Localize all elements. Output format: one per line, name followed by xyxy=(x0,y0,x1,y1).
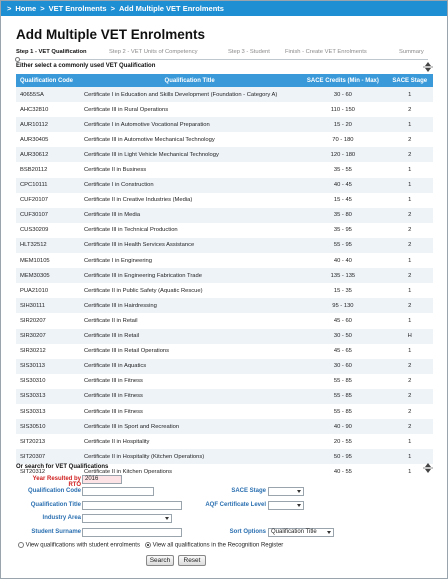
sace-credits-cell: 45 - 65 xyxy=(333,348,352,355)
sace-credits-cell: 40 - 90 xyxy=(333,423,352,430)
breadcrumb xyxy=(1,1,447,16)
radio-all-qualifications-label[interactable]: View all qualifications in the Recognition Register xyxy=(152,542,284,549)
table-row[interactable] xyxy=(16,374,433,389)
search-section-label: Or search for VET Qualifications xyxy=(16,464,109,470)
sace-credits-cell: 120 - 180 xyxy=(330,151,356,158)
qualification-title-cell: Certificate I in Automotive Vocational Preparation xyxy=(84,121,210,128)
sace-credits-cell: 35 - 80 xyxy=(333,212,352,219)
qualification-title-cell: Certificate I in Construction xyxy=(84,182,154,189)
qualification-code-cell: CUS30209 xyxy=(20,227,49,234)
qualification-title-label: Qualification Title xyxy=(30,502,81,508)
chevron-down-icon xyxy=(297,490,301,493)
col-header-credits: SACE Credits (Min - Max) xyxy=(306,77,379,84)
table-row[interactable] xyxy=(16,434,433,449)
qualification-code-cell: SIH30111 xyxy=(20,302,45,309)
qualification-title-cell: Certificate III in Light Vehicle Mechanical Technology xyxy=(84,151,219,158)
table-row[interactable] xyxy=(16,208,433,223)
step-progress-line xyxy=(16,59,428,60)
qualification-title-cell: Certificate III in Media xyxy=(84,212,141,219)
aqf-level-label: AQF Certificate Level xyxy=(205,502,266,508)
breadcrumb-home-link[interactable]: Home xyxy=(15,4,37,13)
sace-stage-cell: 2 xyxy=(408,302,412,309)
sace-stage-cell: 2 xyxy=(408,378,412,385)
sace-stage-cell: 1 xyxy=(408,257,412,264)
search-heading xyxy=(16,464,433,474)
common-qualifications-heading xyxy=(16,63,433,73)
table-row[interactable] xyxy=(16,238,433,253)
sace-stage-cell: 2 xyxy=(408,242,412,249)
qualification-title-cell: Certificate I in Engineering xyxy=(84,257,152,264)
step-3: Step 3 - Student xyxy=(228,49,270,55)
reset-button[interactable]: Reset xyxy=(178,555,206,566)
table-row[interactable] xyxy=(16,313,433,328)
sace-credits-cell: 70 - 180 xyxy=(332,136,354,143)
sace-stage-label: SACE Stage xyxy=(231,488,266,494)
qualification-title-cell: Certificate II in Retail xyxy=(84,317,138,324)
breadcrumb-current: Add Multiple VET Enrolments xyxy=(118,4,224,13)
sace-stage-cell: 1 xyxy=(408,317,412,324)
qualification-code-cell: AUR30612 xyxy=(20,151,49,158)
table-row[interactable] xyxy=(16,268,433,283)
qualification-title-cell: Certificate III in Technical Production xyxy=(84,227,178,234)
qualification-code-cell: SIT20312 xyxy=(20,468,46,475)
table-row[interactable] xyxy=(16,329,433,344)
chevron-right-icon: > xyxy=(7,4,12,13)
qualification-code-cell: SIR20207 xyxy=(20,317,46,324)
page-title: Add Multiple VET Enrolments xyxy=(16,27,206,42)
search-section xyxy=(16,464,433,574)
search-button[interactable]: Search xyxy=(146,555,174,566)
sace-stage-cell: 1 xyxy=(408,438,412,445)
table-row[interactable] xyxy=(16,389,433,404)
qualifications-table-body xyxy=(16,87,433,479)
qualification-title-cell: Certificate III in Aquatics xyxy=(84,363,147,370)
qualification-title-cell: Certificate III in Retail Operations xyxy=(84,348,170,355)
qualification-title-cell: Certificate III in Hairdressing xyxy=(84,302,157,309)
table-row[interactable] xyxy=(16,404,433,419)
collapse-toggle-icon[interactable] xyxy=(423,61,433,73)
qualification-title-cell: Certificate II in Public Safety (Aquatic Rescue) xyxy=(84,287,203,294)
sace-credits-cell: 15 - 45 xyxy=(333,197,352,204)
sace-stage-cell: 2 xyxy=(408,423,412,430)
qualification-code-cell: AHC32810 xyxy=(20,106,49,113)
chevron-right-icon: > xyxy=(110,4,115,13)
sace-stage-cell: 1 xyxy=(408,182,412,189)
qualification-code-cell: SIS30313 xyxy=(20,408,46,415)
qualification-title-cell: Certificate III in Health Services Assistance xyxy=(84,242,195,249)
qualification-code-cell: SIR30207 xyxy=(20,333,46,340)
qualification-code-cell: SIT20307 xyxy=(20,453,46,460)
sace-stage-cell: 2 xyxy=(408,212,412,219)
qualification-code-label: Qualification Code xyxy=(27,488,81,494)
qualification-title-cell: Certificate II in Hospitality xyxy=(84,438,150,445)
qualification-code-cell: SIS30113 xyxy=(20,363,46,370)
collapse-toggle-icon[interactable] xyxy=(423,462,433,474)
chevron-down-icon xyxy=(297,504,301,507)
sace-stage-cell: 2 xyxy=(408,151,412,158)
sace-credits-cell: 55 - 85 xyxy=(333,378,352,385)
qualification-title-cell: Certificate II in Business xyxy=(84,167,147,174)
sace-credits-cell: 35 - 95 xyxy=(333,227,352,234)
qualification-code-cell: SIR30212 xyxy=(20,348,46,355)
sace-stage-cell: 1 xyxy=(408,468,412,475)
qualification-title-cell: Certificate II in Kitchen Operations xyxy=(84,468,172,475)
table-row[interactable] xyxy=(16,102,433,117)
qualification-code-cell: PUA21010 xyxy=(20,287,49,294)
aqf-level-select[interactable] xyxy=(268,501,304,510)
sace-stage-cell: 1 xyxy=(408,197,412,204)
qualification-code-cell: SIS30510 xyxy=(20,423,46,430)
qualification-code-cell: AUR10112 xyxy=(20,121,48,128)
sace-stage-cell: 2 xyxy=(408,227,412,234)
industry-area-label: Industry Area xyxy=(42,515,81,521)
breadcrumb-vet-enrolments-link[interactable]: VET Enrolments xyxy=(48,4,107,13)
table-row[interactable] xyxy=(16,419,433,434)
sace-credits-cell: 135 - 135 xyxy=(330,272,356,279)
sace-stage-cell: H xyxy=(407,333,412,340)
table-row[interactable] xyxy=(16,193,433,208)
radio-with-enrolments-label[interactable]: View qualifications with student enrolments xyxy=(25,542,140,549)
step-1: Step 1 - VET Qualification xyxy=(16,49,87,55)
common-qualifications-label: Either select a commonly used VET Qualification xyxy=(16,63,156,69)
qualification-code-cell: CUF20107 xyxy=(20,197,49,204)
qualifications-table xyxy=(16,74,433,479)
sace-credits-cell: 15 - 20 xyxy=(333,121,352,128)
sace-stage-cell: 1 xyxy=(408,287,412,294)
table-row[interactable] xyxy=(16,449,433,464)
qualification-code-cell: BSB20112 xyxy=(20,167,48,174)
qualification-code-cell: SIT20213 xyxy=(20,438,46,445)
student-surname-input[interactable] xyxy=(82,528,182,537)
sace-credits-cell: 40 - 55 xyxy=(333,468,352,475)
qualification-code-cell: SIS30313 xyxy=(20,393,46,400)
col-header-code: Qualification Code xyxy=(20,77,74,84)
qualification-code-cell: HLT32512 xyxy=(20,242,47,249)
sace-credits-cell: 110 - 150 xyxy=(330,106,355,113)
step-finish: Finish - Create VET Enrolments xyxy=(285,49,367,55)
qualification-title-cell: Certificate III in Retail xyxy=(84,333,140,340)
sort-options-value: Qualification Title xyxy=(271,529,317,535)
table-row[interactable] xyxy=(16,344,433,359)
table-row[interactable] xyxy=(16,359,433,374)
sace-stage-cell: 2 xyxy=(408,363,412,370)
sace-stage-cell: 2 xyxy=(408,408,412,415)
sace-credits-cell: 55 - 95 xyxy=(333,242,352,249)
qualification-title-cell: Certificate III in Rural Operations xyxy=(84,106,169,113)
table-row[interactable] xyxy=(16,162,433,177)
radio-all-qualifications[interactable] xyxy=(145,542,151,548)
qualification-title-cell: Certificate III in Fitness xyxy=(84,408,143,415)
qualification-code-cell: CPC10111 xyxy=(20,182,48,189)
qualification-code-cell: CUF30107 xyxy=(20,212,49,219)
table-row[interactable] xyxy=(16,178,433,193)
industry-area-select[interactable] xyxy=(82,514,172,523)
sace-credits-cell: 30 - 60 xyxy=(333,363,352,370)
qualification-title-cell: Certificate III in Automotive Mechanical Technology xyxy=(84,136,215,143)
qualification-code-cell: 40655SA xyxy=(20,91,44,98)
table-row[interactable] xyxy=(16,283,433,298)
sace-credits-cell: 95 - 130 xyxy=(332,302,354,309)
year-resulted-input[interactable]: 2016 xyxy=(82,475,122,484)
step-summary: Summary xyxy=(399,49,424,55)
sace-credits-cell: 55 - 85 xyxy=(333,393,352,400)
chevron-right-icon: > xyxy=(40,4,45,13)
sace-credits-cell: 45 - 60 xyxy=(333,317,352,324)
view-options-radio-group xyxy=(18,542,283,549)
step-progress-marker xyxy=(15,57,20,62)
sort-options-select[interactable] xyxy=(268,528,334,537)
table-row[interactable] xyxy=(16,117,433,132)
sace-stage-cell: 2 xyxy=(408,272,412,279)
sace-stage-cell: 2 xyxy=(408,393,412,400)
sace-stage-select[interactable] xyxy=(268,487,304,496)
sace-stage-cell: 1 xyxy=(408,167,412,174)
qualification-title-cell: Certificate III in Fitness xyxy=(84,378,143,385)
table-row[interactable] xyxy=(16,147,433,162)
sace-credits-cell: 50 - 95 xyxy=(333,453,352,460)
table-row[interactable] xyxy=(16,132,433,147)
col-header-title: Qualification Title xyxy=(164,77,215,84)
chevron-down-icon xyxy=(165,517,169,520)
qualification-code-cell: MEM30305 xyxy=(20,272,50,279)
sace-stage-cell: 1 xyxy=(408,348,412,355)
table-header-row xyxy=(16,74,433,87)
year-resulted-label: Year Resulted by RTO xyxy=(32,476,81,488)
sace-credits-cell: 30 - 60 xyxy=(333,91,352,98)
qualification-title-cell: Certificate I in Education and Skills Development (Foundation - Category A) xyxy=(84,91,278,98)
table-row[interactable] xyxy=(16,298,433,313)
student-surname-label: Student Surname xyxy=(31,529,81,535)
step-2: Step 2 - VET Units of Competency xyxy=(109,49,198,55)
table-row[interactable] xyxy=(16,223,433,238)
qualification-title-cell: Certificate II in Hospitality (Kitchen Operations) xyxy=(84,453,205,460)
qualification-code-cell: SIS30310 xyxy=(20,378,46,385)
sace-stage-cell: 1 xyxy=(408,91,412,98)
qualification-title-cell: Certificate III in Sport and Recreation xyxy=(84,423,180,430)
sace-credits-cell: 55 - 85 xyxy=(333,408,352,415)
col-header-stage: SACE Stage xyxy=(392,77,428,84)
step-indicator xyxy=(16,49,428,59)
sort-options-label: Sort Options xyxy=(229,529,266,535)
qualification-title-cell: Certificate II in Creative Industries (Media) xyxy=(84,197,193,204)
sace-stage-cell: 2 xyxy=(408,136,412,143)
qualification-code-cell: MEM10105 xyxy=(20,257,50,264)
qualification-code-input[interactable] xyxy=(82,487,154,496)
sace-credits-cell: 40 - 45 xyxy=(333,182,352,189)
sace-credits-cell: 15 - 35 xyxy=(333,287,352,294)
qualification-title-input[interactable] xyxy=(82,501,182,510)
sace-credits-cell: 20 - 55 xyxy=(333,438,352,445)
qualification-code-cell: AUR30405 xyxy=(20,136,49,143)
table-row[interactable] xyxy=(16,87,433,102)
sace-credits-cell: 40 - 40 xyxy=(333,257,352,264)
qualification-title-cell: Certificate III in Engineering Fabrication Trade xyxy=(84,272,202,279)
sace-credits-cell: 35 - 55 xyxy=(333,167,352,174)
sace-stage-cell: 2 xyxy=(408,106,412,113)
qualification-title-cell: Certificate III in Fitness xyxy=(84,393,143,400)
radio-with-enrolments[interactable] xyxy=(18,542,24,548)
sace-stage-cell: 1 xyxy=(408,453,412,460)
table-row[interactable] xyxy=(16,253,433,268)
sace-credits-cell: 30 - 50 xyxy=(333,333,352,340)
chevron-down-icon xyxy=(327,531,331,534)
sace-stage-cell: 1 xyxy=(408,121,412,128)
